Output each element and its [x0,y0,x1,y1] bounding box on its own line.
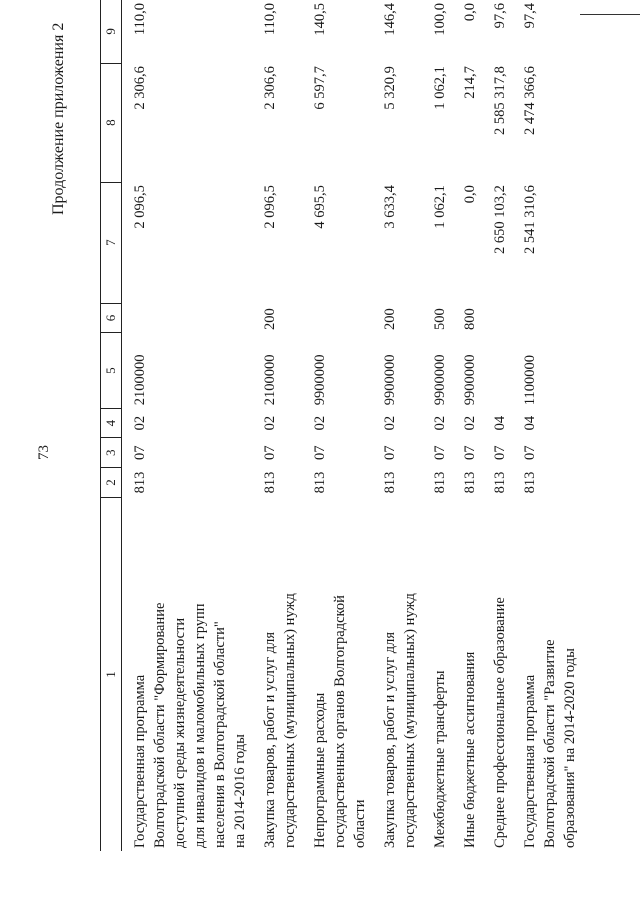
row-description: Непрограммные расходы государственных органов Волгоградской области [312,595,368,848]
cell-target-article: 2100000 [262,354,278,406]
cell-target-article: 1100000 [522,355,538,406]
cell-target-article: 9900000 [432,354,448,406]
cell-ministry: 813 [492,471,508,494]
cell-percent: 110,0 [132,3,148,36]
column-header: 9 [101,0,122,63]
table-row [250,0,300,851]
cell-expense-type [480,303,510,333]
cell-ministry: 813 [382,471,398,494]
column-number-row [101,0,122,851]
cell-expense-type: 500 [432,308,448,330]
column-header: 3 [101,438,122,468]
cell-expense-type [510,303,580,333]
cell-ministry: 813 [262,471,278,494]
cell-percent: 140,5 [312,3,328,36]
cell-section: 07 [492,445,508,460]
table-row [450,0,480,851]
row-description: Государственная программа Волгоградской области "Развитие образования" на 2014-2020 годы [522,639,578,848]
cell-subsection: 02 [432,415,448,431]
cell-expense-type: 800 [462,308,478,330]
cell-plan: 2 650 103,2 [492,185,508,255]
cell-plan: 2 096,5 [262,185,278,229]
row-description: Среднее профессиональное образование [492,597,508,848]
row-description: Закупка товаров, работ и услуг для государственных (муниципальных) нужд [262,593,298,848]
cell-target-article: 9900000 [382,354,398,406]
column-header: 2 [101,468,122,498]
cell-section: 07 [312,445,328,460]
row-description: Межбюджетные трансферты [432,670,448,848]
cell-actual: 214,7 [462,66,478,99]
column-header: 5 [101,333,122,408]
cell-ministry: 813 [432,471,448,494]
cell-target-article: 9900000 [312,354,328,406]
row-description: Иные бюджетные ассигнования [462,651,478,848]
cell-expense-type: 200 [382,308,398,330]
cell-expense-type [300,303,370,333]
cell-actual: 1 062,1 [432,66,448,110]
table-row [300,0,370,851]
cell-section: 07 [432,445,448,460]
cell-percent: 100,0 [432,3,448,36]
cell-plan: 2 541 310,6 [522,185,538,255]
cell-percent: 97,4 [522,3,538,29]
cell-plan: 4 695,5 [312,185,328,229]
cell-expense-type [122,303,251,333]
cell-ministry: 813 [462,471,478,494]
cell-plan: 1 062,1 [432,185,448,229]
table-row [122,0,251,851]
cell-actual: 2 585 317,8 [492,66,508,136]
table-row [480,0,510,851]
table-row [370,0,420,851]
cell-section: 07 [462,445,478,460]
column-header: 8 [101,63,122,182]
cell-subsection: 02 [262,415,278,431]
cell-plan: 0,0 [462,185,478,204]
cell-section: 07 [382,445,398,460]
cell-percent: 110,0 [262,3,278,36]
cell-subsection: 02 [382,415,398,431]
cell-target-article: 2100000 [132,354,148,406]
cell-actual: 2 306,6 [132,66,148,110]
cell-percent: 97,6 [492,3,508,29]
cell-ministry: 813 [522,471,538,494]
continuation-label: Продолжение приложения 2 [50,22,67,215]
cell-actual: 5 320,9 [382,66,398,110]
page-number: 73 [36,445,52,460]
cell-actual: 2 474 366,6 [522,66,538,136]
row-description: Закупка товаров, работ и услуг для государственных (муниципальных) нужд [382,593,418,848]
cell-subsection: 02 [462,415,478,431]
cell-subsection: 04 [492,415,508,431]
cell-plan: 2 096,5 [132,185,148,229]
table-row [510,0,580,851]
table-row [420,0,450,851]
cell-target-article: 9900000 [462,354,478,406]
cell-section: 07 [262,445,278,460]
row-description: Государственная программа Волгоградской области "Формирование доступной среды жизнедеятельности для инвалидов и маломобильных групп населения в Волгоградской области" на 2014-2016 годы [132,602,248,848]
budget-table [100,0,580,851]
cell-subsection: 04 [522,415,538,431]
cell-actual: 2 306,6 [262,66,278,110]
cell-subsection: 02 [312,415,328,431]
cell-percent: 146,4 [382,3,398,36]
cell-section: 07 [522,445,538,460]
column-header: 7 [101,182,122,303]
cell-actual: 6 597,7 [312,66,328,110]
column-header: 6 [101,303,122,333]
column-header: 4 [101,408,122,438]
cell-ministry: 813 [312,471,328,494]
cell-expense-type: 200 [262,308,278,330]
cell-target-article [480,333,510,408]
cell-ministry: 813 [132,471,148,494]
cell-section: 07 [132,445,148,460]
cell-plan: 3 633,4 [382,185,398,229]
cell-percent: 0,0 [462,3,478,22]
cell-subsection: 02 [132,415,148,431]
column-header: 1 [101,497,122,851]
